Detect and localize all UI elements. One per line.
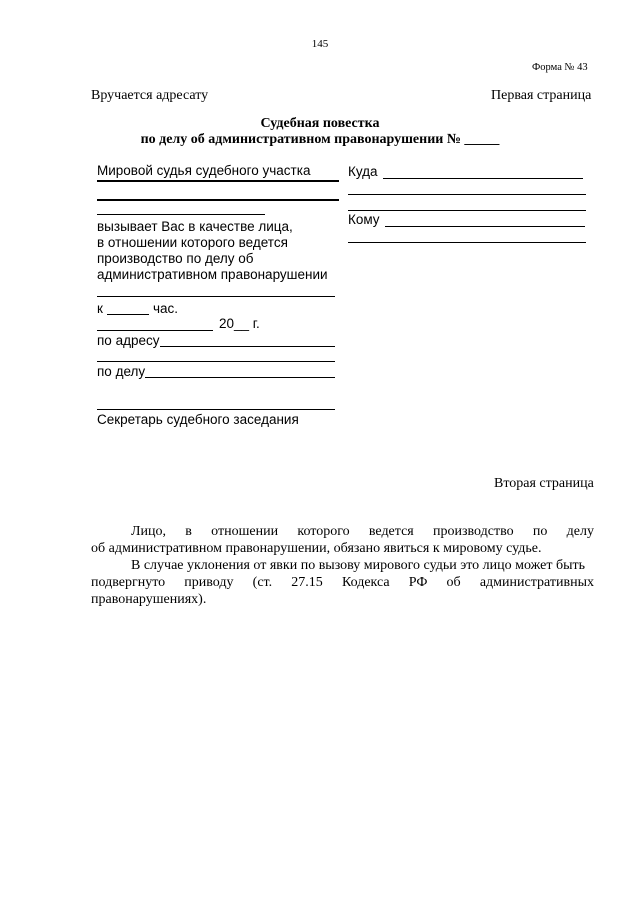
judge-name-line (97, 214, 265, 215)
to-where-field-line (383, 178, 583, 179)
summons-text-2: в отношении которого ведется (97, 235, 288, 250)
second-page-heading: Вторая страница (494, 476, 594, 491)
paragraph-2-line-2: подвергнуто приводу (ст. 27.15 Кодекса РФ об административных (91, 575, 594, 590)
summons-text-4: административном правонарушении (97, 267, 328, 282)
paragraph-1-line-2: об административном правонарушении, обязано явиться к мировому судье. (91, 541, 542, 556)
paragraph-2-line-3: правонарушениях). (91, 592, 207, 607)
time-prefix: к (97, 301, 103, 316)
header-first-page: Первая страница (491, 88, 592, 103)
secretary-label: Секретарь судебного заседания (97, 412, 299, 427)
paragraph-1-line-1: Лицо, в отношении которого ведется производство по делу (131, 524, 594, 539)
time-field-line (107, 314, 149, 315)
paragraph-2-line-1: В случае уклонения от явки по вызову мирового судьи это лицо может быть (131, 558, 585, 573)
to-where-label: Куда (348, 164, 378, 179)
to-whom-field-line (385, 226, 585, 227)
document-title: Судебная повестка (260, 116, 380, 131)
document-subtitle: по делу об административном правонарушении № _____ (140, 132, 500, 147)
summons-text-3: производство по делу об (97, 251, 254, 266)
secretary-signature-line (97, 409, 335, 410)
form-number: Форма № 43 (532, 62, 588, 73)
judge-line (97, 180, 339, 182)
date-line (97, 296, 335, 297)
date-day-line (97, 330, 213, 331)
address-field-line (160, 346, 335, 347)
header-delivered-to-addressee: Вручается адресату (91, 88, 209, 103)
to-whom-field-line-2 (348, 242, 586, 243)
case-label: по делу (97, 364, 146, 379)
to-where-field-line-2 (348, 194, 586, 195)
judge-line-2 (97, 199, 339, 201)
page-number: 145 (311, 38, 329, 50)
to-where-field-line-3 (348, 210, 586, 211)
case-field-line (145, 377, 335, 378)
judge-label: Мировой судья судебного участка (97, 163, 311, 178)
address-label: по адресу (97, 333, 160, 348)
to-whom-label: Кому (348, 212, 380, 227)
time-suffix: час. (153, 301, 179, 316)
year-text: 20__ г. (219, 316, 260, 331)
address-field-line-2 (97, 361, 335, 362)
summons-text-1: вызывает Вас в качестве лица, (97, 219, 293, 234)
